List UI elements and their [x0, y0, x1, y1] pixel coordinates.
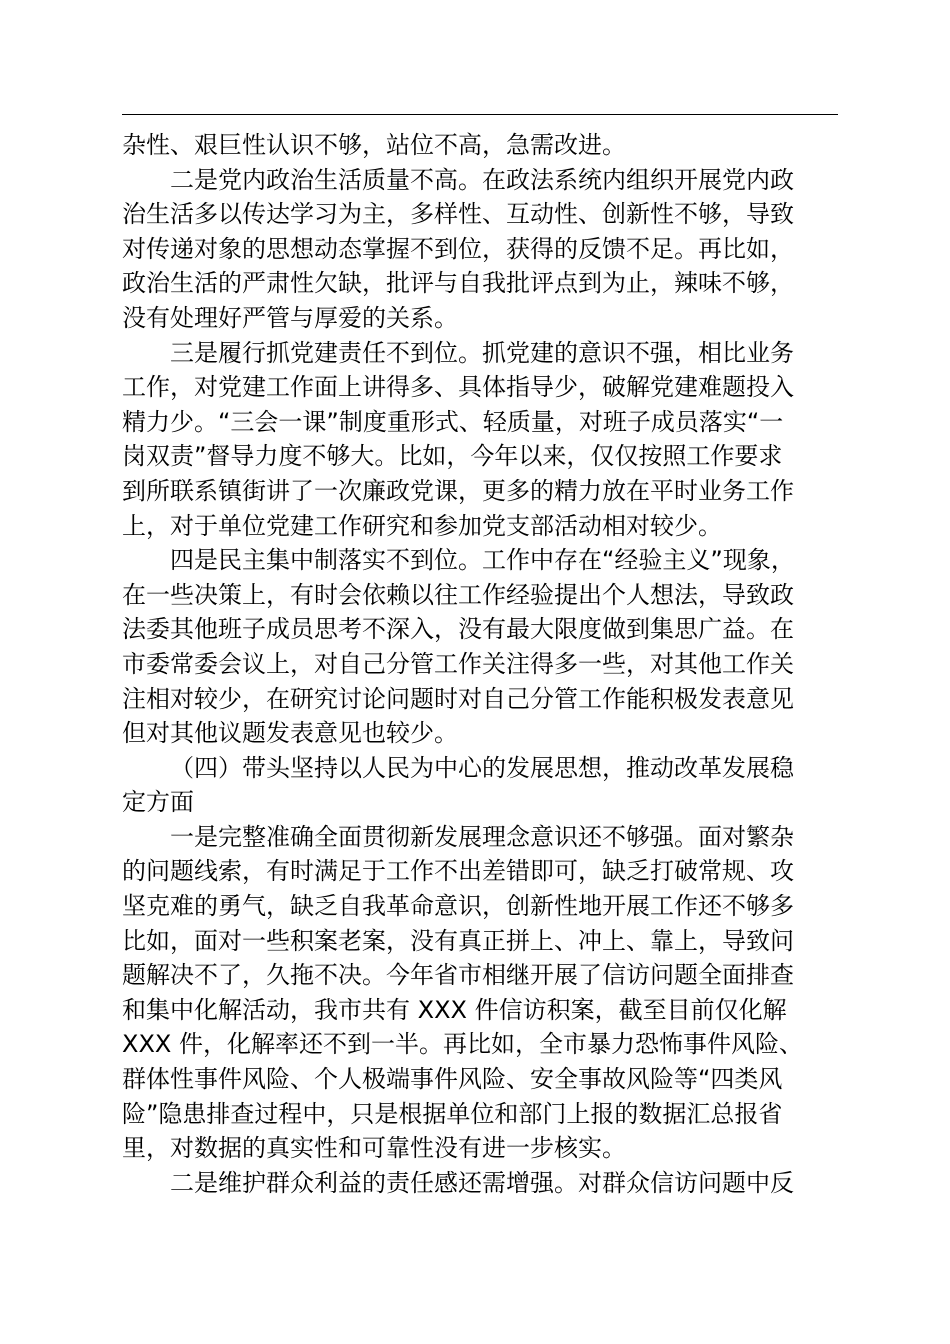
text-line: 市委常委会议上，对自己分管工作关注得多一些，对其他工作关 — [122, 649, 794, 678]
text-line: 的问题线索，有时满足于工作不出差错即可，缺乏打破常规、攻 — [122, 857, 794, 886]
text-line: 二是党内政治生活质量不高。在政法系统内组织开展党内政 — [170, 165, 794, 194]
text-line: 定方面 — [122, 788, 194, 817]
text-line: 四是民主集中制落实不到位。工作中存在“经验主义”现象， — [170, 546, 795, 575]
text-line: 政治生活的严肃性欠缺，批评与自我批评点到为止，辣味不够， — [122, 269, 794, 298]
text-line: 上，对于单位党建工作研究和参加党支部活动相对较少。 — [122, 511, 722, 540]
text-line: 坚克难的勇气，缺乏自我革命意识，创新性地开展工作还不够多 — [122, 892, 794, 921]
text-line: 题解决不了，久拖不决。今年省市相继开展了信访问题全面排查 — [122, 961, 794, 990]
text-line: 岗双责”督导力度不够大。比如，今年以来，仅仅按照工作要求 — [122, 442, 783, 471]
text-line: （四）带头坚持以人民为中心的发展思想，推动改革发展稳 — [170, 753, 794, 782]
text-line: 杂性、艰巨性认识不够，站位不高，急需改进。 — [122, 131, 626, 159]
document-body — [122, 128, 838, 1200]
text-line: 治生活多以传达学习为主，多样性、互动性、创新性不够，导致 — [122, 200, 794, 229]
header-rule — [122, 114, 838, 115]
text-line: 比如，面对一些积案老案，没有真正拼上、冲上、靠上，导致问 — [122, 926, 794, 955]
text-line: 三是履行抓党建责任不到位。抓党建的意识不强，相比业务 — [170, 338, 794, 367]
text-line: 没有处理好严管与厚爱的关系。 — [122, 303, 458, 332]
text-line: 二是维护群众利益的责任感还需增强。对群众信访问题中反 — [170, 1168, 794, 1197]
text-line: 注相对较少，在研究讨论问题时对自己分管工作能积极发表意见 — [122, 684, 794, 713]
text-line: 群体性事件风险、个人极端事件风险、安全事故风险等“四类风 — [122, 1065, 783, 1094]
text-line: 法委其他班子成员思考不深入，没有最大限度做到集思广益。在 — [122, 615, 794, 644]
text-line: 一是完整准确全面贯彻新发展理念意识还不够强。面对繁杂 — [170, 822, 794, 851]
text-line: 险”隐患排查过程中，只是根据单位和部门上报的数据汇总报省 — [122, 1099, 783, 1128]
text-line: 但对其他议题发表意见也较少。 — [122, 719, 458, 748]
text-line: 和集中化解活动，我市共有 XXX 件信访积案，截至目前仅化解 — [122, 995, 787, 1024]
text-line: 工作，对党建工作面上讲得多、具体指导少，破解党建难题投入 — [122, 373, 794, 402]
text-line: 精力少。“三会一课”制度重形式、轻质量，对班子成员落实“一 — [122, 407, 784, 436]
text-line: XXX 件，化解率还不到一半。再比如，全市暴力恐怖事件风险、 — [122, 1030, 803, 1059]
text-line: 对传递对象的思想动态掌握不到位，获得的反馈不足。再比如， — [122, 234, 794, 263]
text-line: 到所联系镇街讲了一次廉政党课，更多的精力放在平时业务工作 — [122, 476, 794, 505]
text-line: 里，对数据的真实性和可靠性没有进一步核实。 — [122, 1134, 626, 1163]
text-line: 在一些决策上，有时会依赖以往工作经验提出个人想法，导致政 — [122, 580, 794, 609]
